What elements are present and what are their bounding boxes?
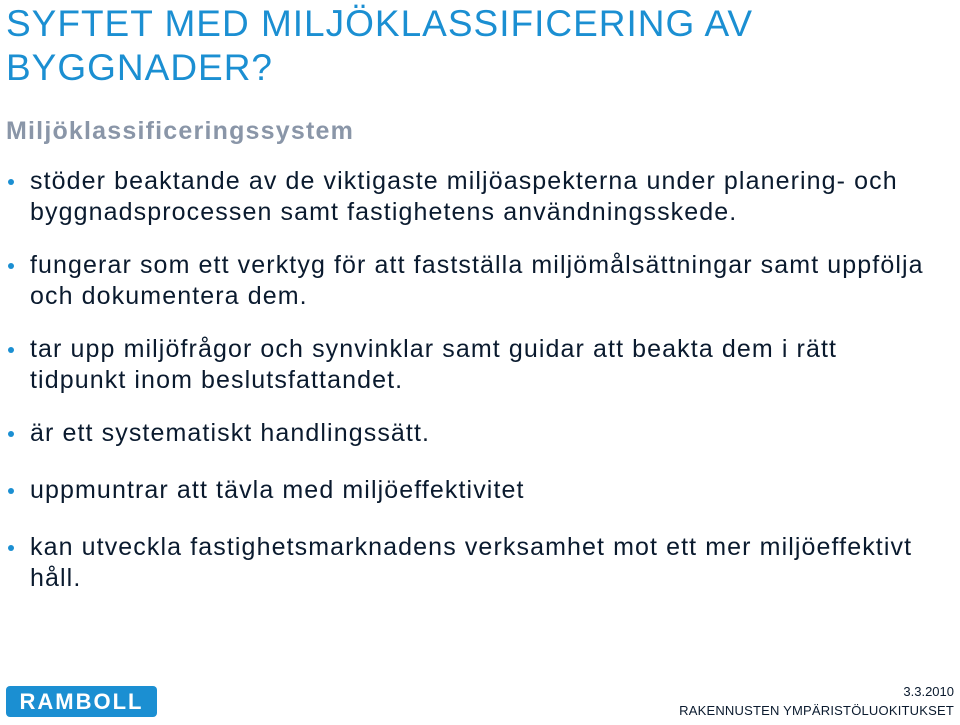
bullet-item xyxy=(0,166,940,228)
bullet-dot-icon xyxy=(8,347,14,353)
logo-text: RAMBOLL xyxy=(19,688,144,714)
bullet-text: fungerar som ett verktyg för att fastställa miljömålsättningar samt uppfölja och dokumentera dem. xyxy=(30,251,924,310)
bullet-item xyxy=(0,334,940,396)
bullet-text: tar upp miljöfrågor och synvinklar samt guidar att beakta dem i rätt tidpunkt inom beslutsfattandet. xyxy=(30,335,838,394)
slide-title: SYFTET MED MILJÖKLASSIFICERING AV BYGGNADER? xyxy=(6,3,754,88)
ramboll-logo xyxy=(6,686,157,717)
bullet-text: kan utveckla fastighetsmarknadens verksamhet mot ett mer miljöeffektivt håll. xyxy=(30,533,913,592)
bullet-dot-icon xyxy=(8,179,14,185)
bullet-item xyxy=(0,250,940,312)
slide-subtitle: Miljöklassificeringssystem xyxy=(6,117,355,145)
bullet-item xyxy=(0,475,940,506)
footer-date: 3.3.2010 xyxy=(903,684,954,699)
bullet-item xyxy=(0,532,940,594)
bullet-text: stöder beaktande av de viktigaste miljöaspekterna under planering- och byggnadsprocessen samt fastighetens användningsskede. xyxy=(30,167,898,226)
bullet-text: är ett systematiskt handlingssätt. xyxy=(30,419,431,447)
bullet-dot-icon xyxy=(8,263,14,269)
bullet-text: uppmuntrar att tävla med miljöeffektivitet xyxy=(30,476,525,504)
bullet-dot-icon xyxy=(8,431,14,437)
footer-organization: RAKENNUSTEN YMPÄRISTÖLUOKITUKSET xyxy=(679,703,954,718)
bullet-list xyxy=(0,166,940,594)
bullet-dot-icon xyxy=(8,545,14,551)
bullet-dot-icon xyxy=(8,488,14,494)
bullet-item xyxy=(0,418,940,449)
